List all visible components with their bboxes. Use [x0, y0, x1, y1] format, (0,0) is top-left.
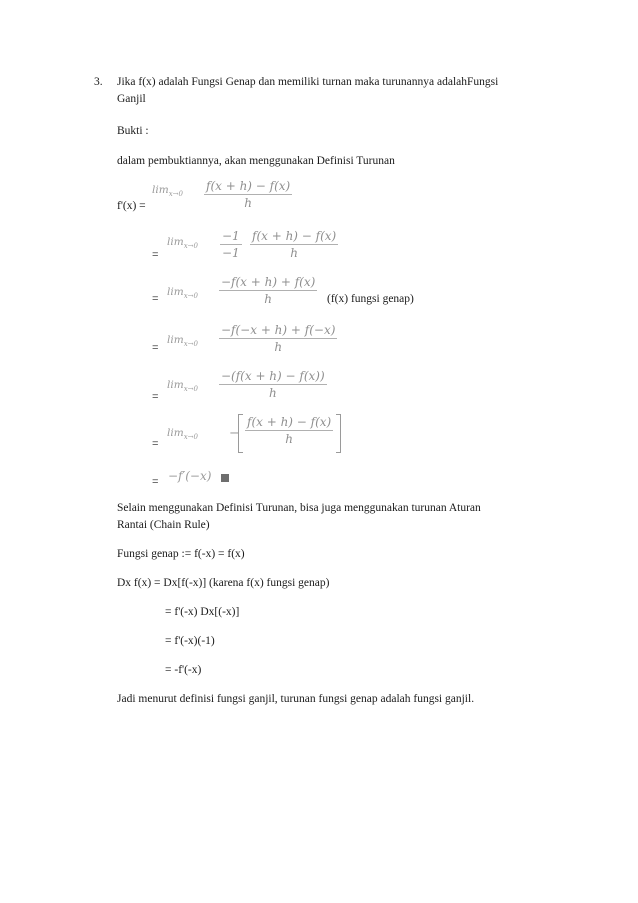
- fraction-step3: $\frac{-f(x + h) + f(x)}{h}$: [221, 275, 316, 306]
- bukti-label: Bukti :: [117, 125, 149, 137]
- step3-note: (f(x) fungsi genap): [327, 293, 414, 305]
- fraction-step5: $\frac{-(f(x + h) - f(x))}{h}$: [221, 369, 325, 400]
- numerator: f(x + h) − f(x): [206, 179, 291, 193]
- coefficient-fraction: $\frac{-1}{-1}$: [222, 229, 240, 260]
- problem-statement-line2: Ganjil: [117, 93, 146, 105]
- equals-sign: =: [152, 438, 159, 450]
- problem-statement-line1: Jika f(x) adalah Fungsi Genap dan memiliki turnan maka turunannya adalahFungsi: [117, 76, 499, 88]
- equals-sign: =: [152, 391, 159, 403]
- fraction-step6: $\frac{f(x + h) - f(x)}{h}$: [247, 415, 332, 446]
- qed-square-icon: [221, 474, 229, 482]
- left-bracket: [238, 414, 243, 453]
- limit-4: $\lim_{x\to 0}$: [167, 334, 198, 349]
- problem-number: 3.: [94, 76, 103, 88]
- fraction-step2: $\frac{f(x + h) - f(x)}{h}$: [252, 229, 337, 260]
- intro-text: dalam pembuktiannya, akan menggunakan Definisi Turunan: [117, 155, 395, 167]
- chain-intro-line1: Selain menggunakan Definisi Turunan, bisa juga menggunakan turunan Aturan: [117, 502, 481, 514]
- fraction-step4: $\frac{-f(-x + h) + f(-x)}{h}$: [221, 323, 336, 354]
- result-derivative: −f′(−x): [168, 469, 212, 483]
- limit-1: $\lim_{x\to 0}$: [152, 184, 183, 199]
- derivative-lhs: f'(x) =: [117, 200, 146, 212]
- chain-step2: = f'(-x)(-1): [165, 635, 215, 647]
- equals-sign: =: [152, 342, 159, 354]
- limit-3: $\lim_{x\to 0}$: [167, 286, 198, 301]
- minus-sign: −: [229, 426, 240, 441]
- equals-sign: =: [152, 293, 159, 305]
- limit-5: $\lim_{x\to 0}$: [167, 379, 198, 394]
- equals-sign: =: [152, 476, 159, 488]
- limit-6: $\lim_{x\to 0}$: [167, 427, 198, 442]
- right-bracket: [336, 414, 341, 453]
- even-function-definition: Fungsi genap := f(-x) = f(x): [117, 548, 245, 560]
- limit-2: $\lim_{x\to 0}$: [167, 236, 198, 251]
- chain-step1: = f'(-x) Dx[(-x)]: [165, 606, 240, 618]
- equals-sign: =: [152, 249, 159, 261]
- conclusion: Jadi menurut definisi fungsi ganjil, turunan fungsi genap adalah fungsi ganjil.: [117, 693, 475, 705]
- chain-intro-line2: Rantai (Chain Rule): [117, 519, 210, 531]
- denominator: h: [244, 196, 252, 210]
- dx-line: Dx f(x) = Dx[f(-x)] (karena f(x) fungsi genap): [117, 577, 330, 589]
- chain-step3: = -f'(-x): [165, 664, 202, 676]
- fraction-step1: [204, 179, 292, 210]
